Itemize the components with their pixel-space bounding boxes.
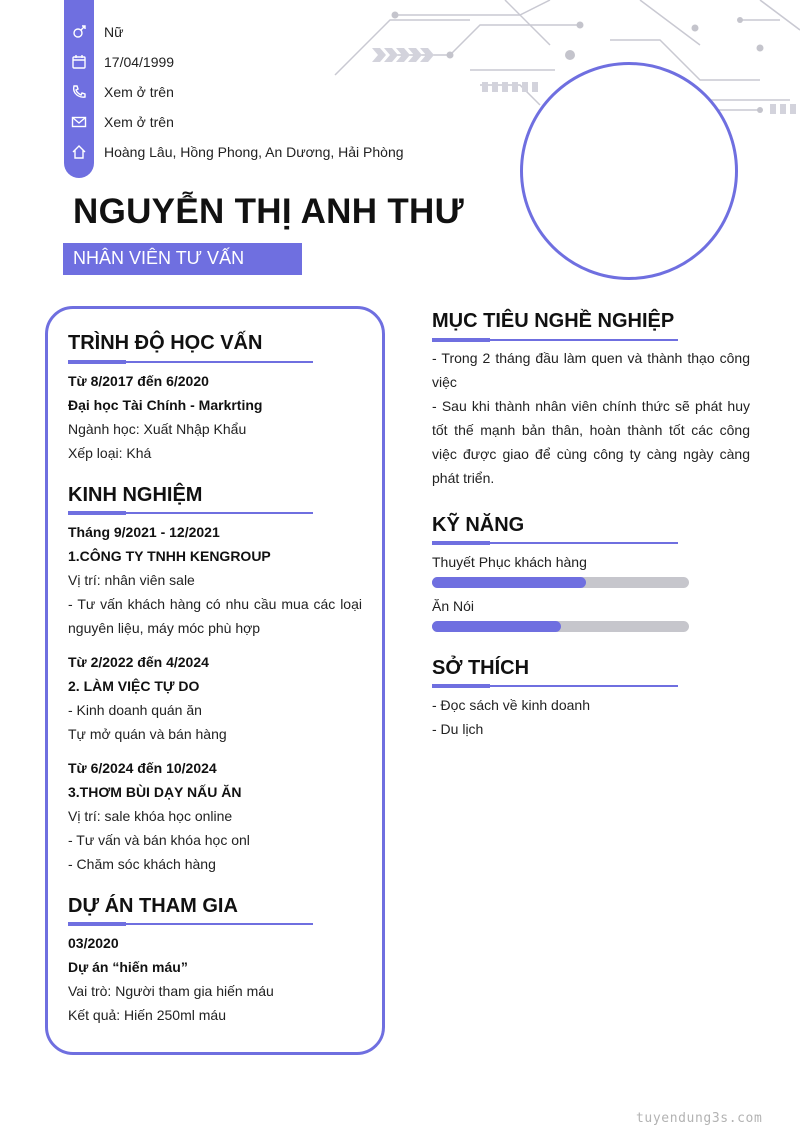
skill-bar xyxy=(432,621,689,632)
contact-birthday-text: 17/04/1999 xyxy=(104,54,175,70)
contact-email-text: Xem ở trên xyxy=(104,114,174,130)
education-underline xyxy=(68,361,313,363)
objective-title: MỤC TIÊU NGHỀ NGHIỆP xyxy=(432,310,675,332)
project-role: Vai trò: Người tham gia hiến máu xyxy=(68,983,274,999)
project-result: Kết quả: Hiến 250ml máu xyxy=(68,1007,226,1023)
education-major: Ngành học: Xuất Nhập Khẩu xyxy=(68,421,247,437)
job-title: NHÂN VIÊN TƯ VẤN xyxy=(63,243,302,275)
education-title: TRÌNH ĐỘ HỌC VẤN xyxy=(68,332,263,354)
education-period: Từ 8/2017 đến 6/2020 xyxy=(68,373,209,389)
job-company: 1.CÔNG TY TNHH KENGROUP xyxy=(68,548,271,564)
job-period: Từ 2/2022 đến 4/2024 xyxy=(68,654,209,670)
projects-title: DỰ ÁN THAM GIA xyxy=(68,895,238,917)
contact-gender xyxy=(66,20,124,44)
job-detail: nguyên liệu, máy móc phù hợp xyxy=(68,620,261,636)
contact-gender-text: Nữ xyxy=(104,24,124,40)
hobby-item: - Đọc sách về kinh doanh xyxy=(432,697,590,713)
project-name: Dự án “hiến máu” xyxy=(68,959,188,975)
experience-underline xyxy=(68,512,313,514)
job-detail: - Chăm sóc khách hàng xyxy=(68,856,216,872)
job-period: Tháng 9/2021 - 12/2021 xyxy=(68,524,220,540)
skills-title: KỸ NĂNG xyxy=(432,514,525,536)
skills-underline xyxy=(432,542,678,544)
watermark: tuyendung3s.com xyxy=(636,1111,763,1126)
hobby-item: - Du lịch xyxy=(432,721,484,737)
job-company: 3.THƠM BÙI DẠY NẤU ĂN xyxy=(68,784,242,800)
candidate-name: NGUYỄN THỊ ANH THƯ xyxy=(73,192,464,231)
gender-icon xyxy=(66,20,92,44)
contact-phone-text: Xem ở trên xyxy=(104,84,174,100)
contact-address xyxy=(66,140,404,164)
job-period: Từ 6/2024 đến 10/2024 xyxy=(68,760,217,776)
job-detail: - Tư vấn khách hàng có nhu cầu mua các loại xyxy=(68,596,362,612)
job-detail: Vị trí: sale khóa học online xyxy=(68,808,233,824)
contact-phone xyxy=(66,80,174,104)
contact-address-text: Hoàng Lâu, Hồng Phong, An Dương, Hải Phòng xyxy=(104,144,404,160)
skill-label: Ăn Nói xyxy=(432,598,475,614)
objective-paragraph: - Sau khi thành nhân viên chính thức sẽ phát huy tốt thế mạnh bản thân, hoàn thành tốt các công việc được giao để cùng công ty càng ngày càng phát triển. xyxy=(432,398,750,486)
job-detail: Tự mở quán và bán hàng xyxy=(68,726,227,742)
objective-underline xyxy=(432,339,678,341)
mail-icon xyxy=(66,110,92,134)
skill-bar-fill xyxy=(432,621,561,632)
contact-email xyxy=(66,110,174,134)
experience-title: KINH NGHIỆM xyxy=(68,484,203,506)
home-icon xyxy=(66,140,92,164)
skill-label: Thuyết Phục khách hàng xyxy=(432,554,587,570)
education-school: Đại học Tài Chính - Markrting xyxy=(68,397,263,413)
project-date: 03/2020 xyxy=(68,935,119,951)
phone-icon xyxy=(66,80,92,104)
profile-photo xyxy=(520,62,738,280)
education-grade: Xếp loại: Khá xyxy=(68,445,152,461)
contact-birthday xyxy=(66,50,175,74)
skill-bar xyxy=(432,577,689,588)
job-detail: - Tư vấn và bán khóa học onl xyxy=(68,832,250,848)
objective-paragraph: - Trong 2 tháng đầu làm quen và thành thạo công việc xyxy=(432,350,750,390)
job-company: 2. LÀM VIỆC TỰ DO xyxy=(68,678,200,694)
job-detail: Vị trí: nhân viên sale xyxy=(68,572,195,588)
job-detail: - Kinh doanh quán ăn xyxy=(68,702,202,718)
hobbies-title: SỞ THÍCH xyxy=(432,657,530,679)
skill-bar-fill xyxy=(432,577,586,588)
calendar-icon xyxy=(66,50,92,74)
projects-underline xyxy=(68,923,313,925)
hobbies-underline xyxy=(432,685,678,687)
